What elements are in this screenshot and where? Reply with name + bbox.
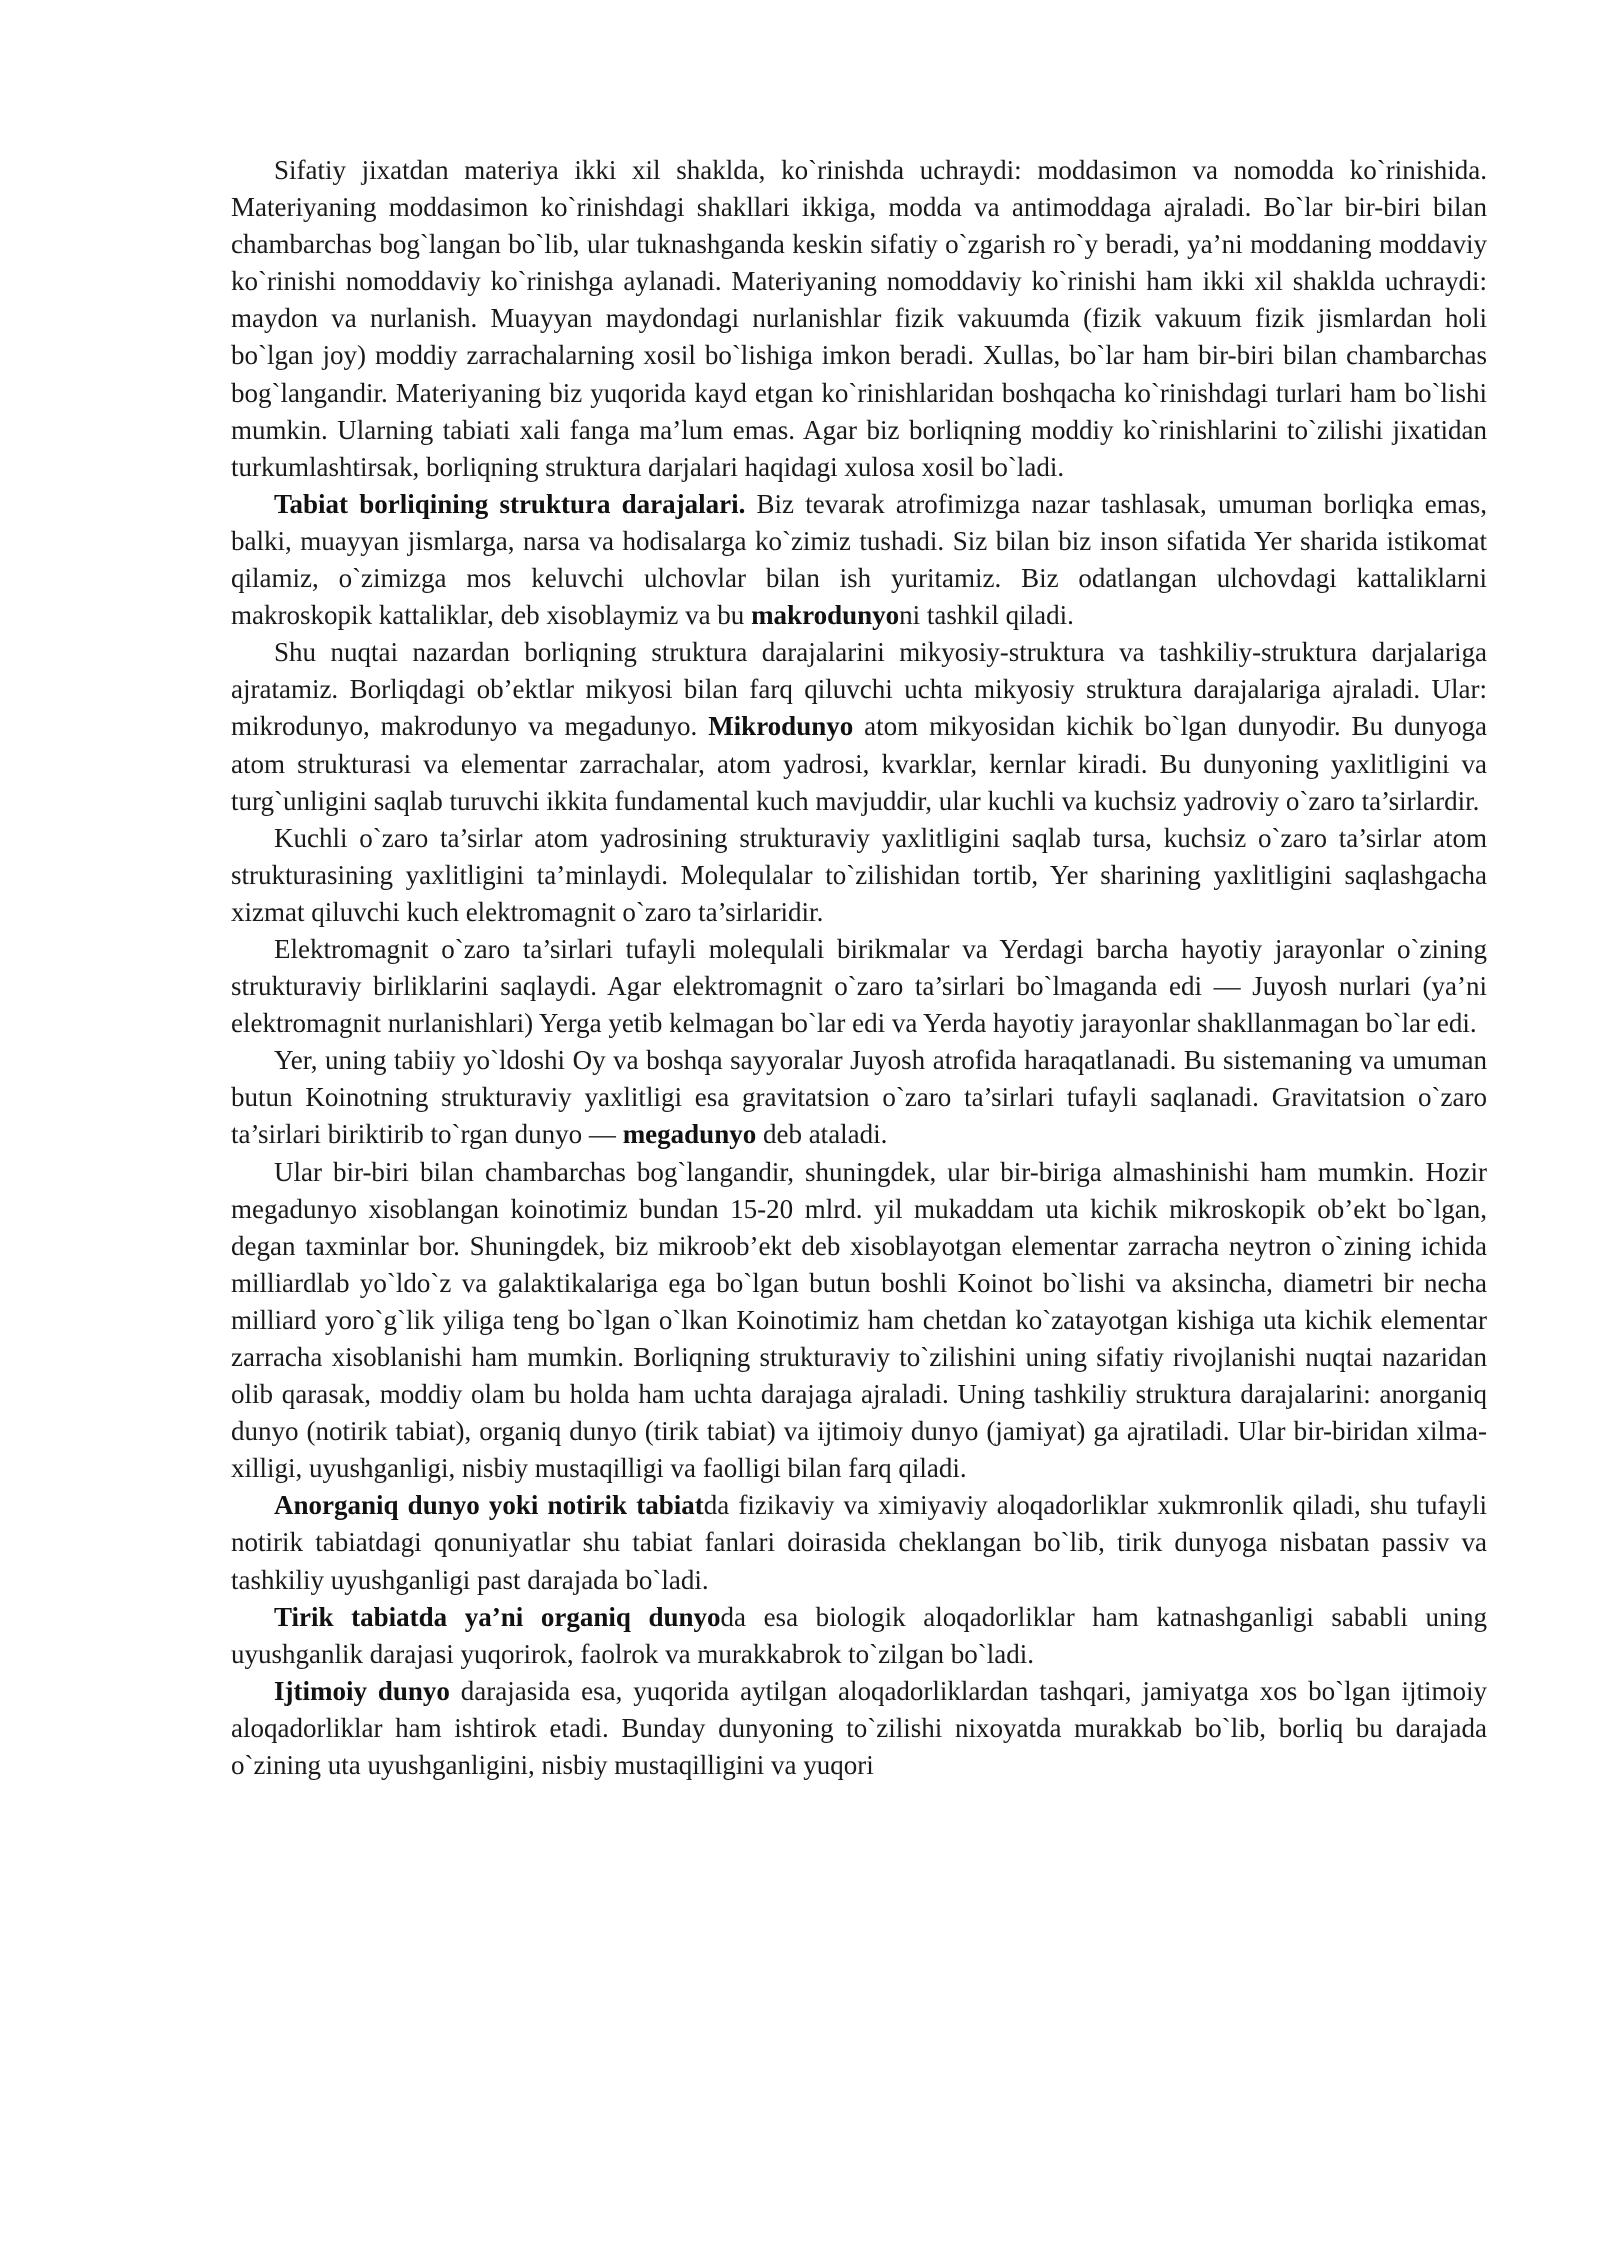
text-run: Biz tevarak atrofimizga nazar tashlasak, umuman borliqka emas, balki, muayyan jismlarga, narsa va hodisalarga ko`zimiz tushadi. Siz bilan biz inson sifatida Yer sharida istikomat qilamiz, o`zimizga mos keluvchi ulchovlar bilan ish yuritamiz. Biz odatlangan ulchovdagi kattaliklarni makroskopik kattaliklar, deb xisoblaymiz va bu xyxy=(231,488,1488,631)
paragraph xyxy=(231,931,1487,1042)
text-run: atom mikyosidan kichik bo`lgan dunyodir. Bu dunyoga atom strukturasi va elementar zarrachalar, atom yadrosi, kvarklar, kernlar kiradi. Bu dunyoning yaxlitligini va turg`unligini saqlab turuvchi ikkita fundamental kuch mavjuddir, ular kuchli va kuchsiz yadroviy o`zaro ta’sirlardir. xyxy=(231,711,1487,816)
text-run: da esa biologik aloqadorliklar ham katnashganligi sababli uning uyushganlik darajasi yuqorirok, faolrok va murakkabrok to`zilgan bo`ladi. xyxy=(231,1601,1487,1669)
section-heading: Tabiat borliqining struktura darajalari. xyxy=(274,488,746,519)
text-run: ni tashkil qiladi. xyxy=(899,600,1074,631)
bold-term: Mikrodunyo xyxy=(708,711,854,742)
paragraph xyxy=(231,1487,1487,1598)
bold-term: makrodunyo xyxy=(751,600,900,631)
text-run: Shu nuqtai nazardan borliqning struktura darajalarini mikyosiy-struktura va tashkiliy-struktura darjalariga ajratamiz. Borliqdagi ob’ektlar mikyosi bilan farq qiluvchi uchta mikyosiy struktura darajalariga ajraladi. Ular: mikrodunyo, makrodunyo va megadunyo. xyxy=(231,637,1487,742)
paragraph xyxy=(231,820,1487,931)
text-run: Kuchli o`zaro ta’sirlar atom yadrosining strukturaviy yaxlitligini saqlab tursa, kuchsiz o`zaro ta’sirlar atom strukturasining yaxlitligini ta’minlaydi. Molequlalar to`zilishidan tortib, Yer sharining yaxlitligini saqlashgacha xizmat qiluvchi kuch elektromagnit o`zaro ta’sirlaridir. xyxy=(231,822,1487,927)
paragraph xyxy=(231,1599,1487,1673)
paragraph xyxy=(231,1154,1487,1488)
text-run: Elektromagnit o`zaro ta’sirlari tufayli molequlali birikmalar va Yerdagi barcha hayotiy jarayonlar o`zining strukturaviy birliklarini saqlaydi. Agar elektromagnit o`zaro ta’sirlari bo`lmaganda edi — Juyosh nurlari (ya’ni elektromagnit nurlanishlari) Yerga yetib kelmagan bo`lar edi va Yerda hayotiy jarayonlar shakllanmagan bo`lar edi. xyxy=(231,933,1487,1039)
text-run: da fizikaviy va ximiyaviy aloqadorliklar xukmronlik qiladi, shu tufayli notirik tabiatdagi qonuniyatlar shu tabiat fanlari doirasida cheklangan bo`lib, tirik dunyoga nisbatan passiv va tashkiliy uyushganligi past darajada bo`ladi. xyxy=(231,1490,1487,1595)
bold-term: Ijtimoiy dunyo xyxy=(274,1675,450,1706)
paragraph xyxy=(231,634,1487,819)
text-run: deb ataladi. xyxy=(756,1119,888,1150)
paragraph xyxy=(231,486,1487,634)
paragraph xyxy=(231,1673,1487,1784)
bold-term: Anorganiq dunyo yoki notirik tabiat xyxy=(274,1490,704,1521)
document-page xyxy=(231,152,1487,1784)
text-run: Sifatiy jixatdan materiya ikki xil shaklda, ko`rinishda uchraydi: moddasimon va nomodda ko`rinishida. Materiyaning moddasimon ko`rinishdagi shakllari ikkiga, modda va antimoddaga ajraladi. Bo`lar bir-biri bilan chambarchas bog`langan bo`lib, ular tuknashganda keskin sifatiy o`zgarish ro`y beradi, ya’ni moddaning moddaviy ko`rinishi nomoddaviy ko`rinishga aylanadi. Materiyaning nomoddaviy ko`rinishi ham ikki xil shaklda uchraydi: maydon va nurlanish. Muayyan maydondagi nurlanishlar fizik vakuumda (fizik vakuum fizik jismlardan holi bo`lgan joy) moddiy zarrachalarning xosil bo`lishiga imkon beradi. Xullas, bo`lar ham bir-biri bilan chambarchas bog`langandir. Materiyaning biz yuqorida kayd etgan ko`rinishlaridan boshqacha ko`rinishdagi turlari ham bo`lishi mumkin. Ularning tabiati xali fanga ma’lum emas. Agar biz borliqning moddiy ko`rinishlarini to`zilishi jixatidan turkumlashtirsak, borliqning struktura darjalari haqidagi xulosa xosil bo`ladi. xyxy=(231,155,1487,482)
bold-term: megadunyo xyxy=(622,1119,757,1150)
paragraph xyxy=(231,152,1487,486)
text-run: darajasida esa, yuqorida aytilgan aloqadorliklardan tashqari, jamiyatga xos bo`lgan ijtimoiy aloqadorliklar ham ishtirok etadi. Bunday dunyoning to`zilishi nixoyatda murakkab bo`lib, borliq bu darajada o`zining uta uyushganligini, nisbiy mustaqilligini va yuqori xyxy=(231,1675,1487,1781)
paragraph xyxy=(231,1042,1487,1153)
bold-term: Tirik tabiatda ya’ni organiq dunyo xyxy=(274,1601,721,1632)
text-run: Ular bir-biri bilan chambarchas bog`langandir, shuningdek, ular bir-biriga almashinishi ham mumkin. Hozir megadunyo xisoblangan koinotimiz bundan 15-20 mlrd. yil mukaddam uta kichik mikroskopik ob’ekt bo`lgan, degan taxminlar bor. Shuningdek, biz mikroob’ekt deb xisoblayotgan elementar zarracha neytron o`zining ichida milliardlab yo`ldo`z va galaktikalariga ega bo`lgan butun boshli Koinot bo`lishi va aksincha, diametri bir necha milliard yoro`g`lik yiliga teng bo`lgan o`lkan Koinotimiz ham chetdan ko`zatayotgan kishiga uta kichik elementar zarracha xisoblanishi ham mumkin. Borliqning strukturaviy to`zilishini uning sifatiy rivojlanishi nuqtai nazaridan olib qarasak, moddiy olam bu holda ham uchta darajaga ajraladi. Uning tashkiliy struktura darajalarini: anorganiq dunyo (notirik tabiat), organiq dunyo (tirik tabiat) va ijtimoiy dunyo (jamiyat) ga ajratiladi. Ular bir-biridan xilma-xilligi, uyushganligi, nisbiy mustaqilligi va faolligi bilan farq qiladi. xyxy=(231,1156,1487,1484)
text-run: Yer, uning tabiiy yo`ldoshi Oy va boshqa sayyoralar Juyosh atrofida haraqatlanadi. Bu sistemaning va umuman butun Koinotning strukturaviy yaxlitligi esa gravitatsion o`zaro ta’sirlari tufayli saqlanadi. Gravitatsion o`zaro ta’sirlari biriktirib to`rgan dunyo — xyxy=(231,1045,1487,1150)
